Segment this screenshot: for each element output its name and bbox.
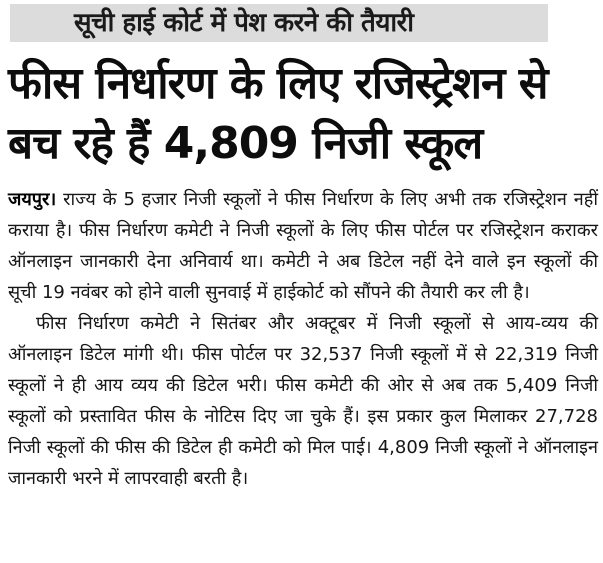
kicker: सूची हाई कोर्ट में पेश करने की तैयारी xyxy=(74,8,414,38)
dateline: जयपुर। xyxy=(8,189,57,210)
paragraph-2: फीस निर्धारण कमेटी ने सितंबर और अक्टूबर में निजी स्कूलों से आय-व्यय की ऑनलाइन डिटेल मांगी थी। फीस पोर्टल पर 32,537 निजी स्कूलों में से 22,319 निजी स्कूलों ने ही आय व्यय की डिटेल भरी। फीस कमेटी की ओर से अब तक 5,409 निजी स्कूलों को प्रस्तावित फीस के नोटिस दिए जा चुके हैं। इस प्रकार कुल मिलाकर 27,728 निजी स्कूलों की फीस की डिटेल ही कमेटी को मिल पाई। 4,809 निजी स्कूलों ने ऑनलाइन जानकारी भरने में लापरवाही बरती है। xyxy=(8,313,598,489)
headline-line-2: बच रहे हैं 4,809 निजी स्कूल xyxy=(8,118,483,169)
article-body xyxy=(8,184,598,494)
headline xyxy=(8,54,600,174)
paragraph-1 xyxy=(8,184,598,308)
paragraph-1-text: राज्य के 5 हजार निजी स्कूलों ने फीस निर्धारण के लिए अभी तक रजिस्ट्रेशन नहीं कराया है। फीस निर्धारण कमेटी ने निजी स्कूलों के लिए फीस पोर्टल पर रजिस्ट्रेशन कराकर ऑनलाइन जानकारी देना अनिवार्य था। कमेटी ने अब डिटेल नहीं देने वाले इन स्कूलों की सूची 19 नवंबर को होने वाली सुनवाई में हाईकोर्ट को सौंपने की तैयारी कर ली है। xyxy=(8,189,598,303)
headline-line-1: फीस निर्धारण के लिए रजिस्ट्रेशन से xyxy=(8,58,548,109)
kicker-bar xyxy=(10,4,548,42)
